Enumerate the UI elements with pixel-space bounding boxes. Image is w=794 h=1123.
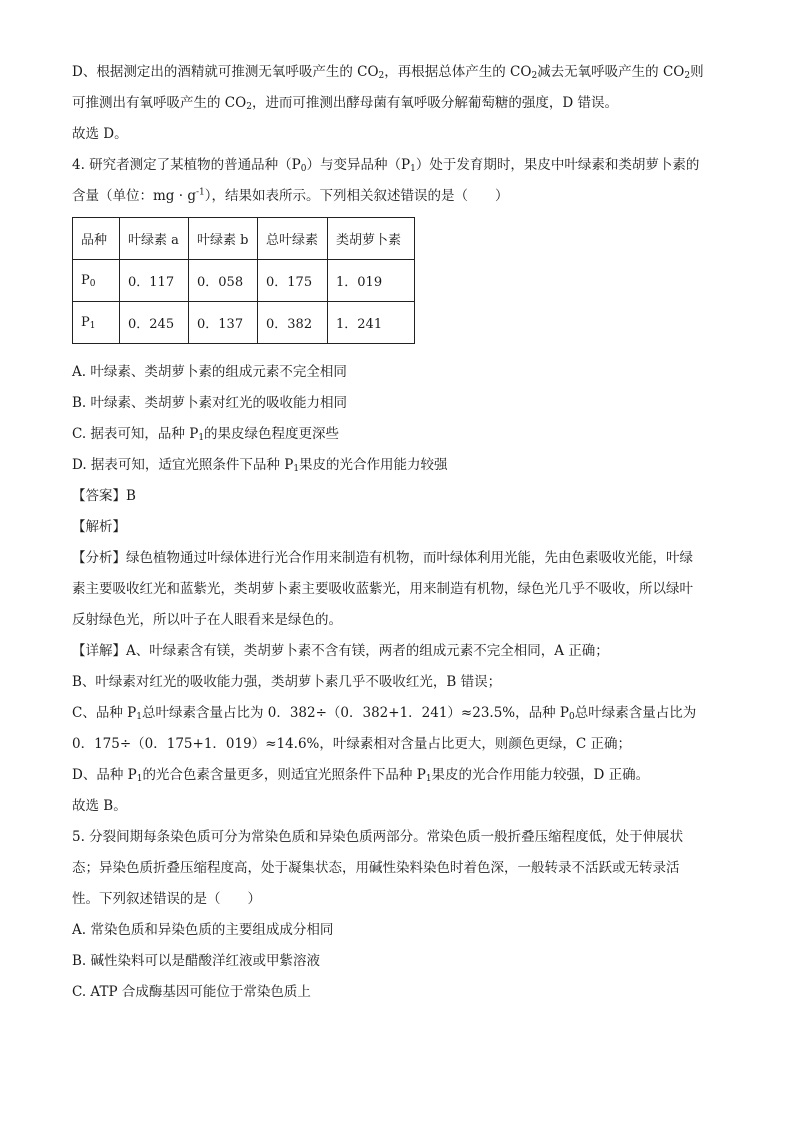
table-cell: 0．058 [189, 260, 258, 302]
q4-stem-line2: 含量（单位：mg · $g^{-1}$），结果如表所示。下列相关叙述错误的是（ ） [72, 187, 509, 204]
q4-xiangjie-a: 【详解】A、叶绿素含有镁，类胡萝卜素不含有镁，两者的组成元素不完全相同，A 正确； [72, 643, 609, 659]
table-cell: 0．175 [258, 260, 328, 302]
q4-xiangjie-d: D、品种 $P_1$的光合色素含量更多，则适宜光照条件下品种 $P_1$果皮的光合作用能力较强，D 正确。 [72, 767, 650, 784]
q3-option-d-explanation-line2: 可推测出有氧呼吸产生的 $CO_2$，进而可推测出酵母菌有氧呼吸分解葡萄糖的强度，D 错误。 [72, 95, 619, 112]
q4-analysis-tag: 【解析】 [72, 519, 126, 535]
answer-tag: 【答案】 [72, 488, 126, 504]
q4-fenxi-line3: 反射绿色光，所以叶子在人眼看来是绿色的。 [72, 612, 342, 628]
q3-option-d-explanation-line1: D、根据测定出的酒精就可推测无氧呼吸产生的 $CO_2$，再根据总体产生的 $CO_2$减去无氧呼吸产生的 $CO_2$则 [72, 64, 704, 81]
table-row [73, 260, 415, 302]
table-header-cell: 总叶绿素 [258, 218, 328, 260]
q5-stem-line1: 5. 分裂间期每条染色质可分为常染色质和异染色质两部分。常染色质一般折叠压缩程度低，处于伸展状 [72, 829, 684, 845]
q4-xiangjie-c-line2: 0．175÷（0．175+1．019）≈14.6%，叶绿素相对含量占比更大，则颜色更绿，C 正确； [72, 736, 632, 752]
q5-stem-line2: 态；异染色质折叠压缩程度高，处于凝集状态，用碱性染料染色时着色深，一般转录不活跃或无转录活 [72, 860, 680, 876]
answer-value: B [126, 488, 136, 504]
table-cell: 0．117 [120, 260, 189, 302]
table-header-cell: 叶绿素 a [120, 218, 189, 260]
table-header-cell: 叶绿素 b [189, 218, 258, 260]
q4-option-b: B. 叶绿素、类胡萝卜素对红光的吸收能力相同 [72, 395, 348, 411]
q4-option-c: C. 据表可知，品种 $P_1$的果皮绿色程度更深些 [72, 426, 340, 443]
q4-stem-line1: 4. 研究者测定了某植物的普通品种$(P_0)$与变异品种$(P_1)$处于发育期时，果皮中叶绿素和类胡萝卜素的 [72, 157, 700, 174]
document-page [72, 62, 732, 1013]
q4-option-a: A. 叶绿素、类胡萝卜素的组成元素不完全相同 [72, 364, 347, 380]
table-cell: 0．137 [189, 302, 258, 344]
table-cell: 0．382 [258, 302, 328, 344]
table-cell-variety: $P_1$ [73, 302, 120, 344]
table-row [73, 302, 415, 344]
table-header-row [73, 218, 415, 260]
q4-fenxi-line1: 【分析】绿色植物通过叶绿体进行光合作用来制造有机物，而叶绿体利用光能，先由色素吸收光能，叶绿 [72, 550, 693, 566]
q5-option-a: A. 常染色质和异染色质的主要组成成分相同 [72, 922, 334, 938]
q5-option-b: B. 碱性染料可以是醋酸洋红液或甲紫溶液 [72, 953, 321, 969]
table-cell: 0．245 [120, 302, 189, 344]
q4-fenxi-line2: 素主要吸收红光和蓝紫光，类胡萝卜素主要吸收蓝紫光，用来制造有机物，绿色光几乎不吸收，所以绿叶 [72, 581, 693, 597]
pigment-table [72, 217, 415, 344]
q4-conclusion: 故选 B。 [72, 798, 127, 814]
fenxi-tag: 【分析】 [72, 550, 126, 566]
q4-xiangjie-c-line1: C、品种 $P_1$总叶绿素含量占比为 0．382÷（0．382+1．241）≈23.5%，品种 $P_0$总叶绿素含量占比为 [72, 705, 697, 722]
q4-option-d: D. 据表可知，适宜光照条件下品种 $P_1$果皮的光合作用能力较强 [72, 457, 448, 474]
table-header-cell: 类胡萝卜素 [328, 218, 415, 260]
q4-answer [72, 486, 732, 506]
q5-option-c: C. ATP 合成酶基因可能位于常染色质上 [72, 984, 311, 1000]
q5-stem-line3: 性。下列叙述错误的是（ ） [72, 891, 261, 907]
q4-xiangjie-b: B、叶绿素对红光的吸收能力强，类胡萝卜素几乎不吸收红光，B 错误； [72, 674, 502, 690]
q3-conclusion: 故选 D。 [72, 126, 128, 142]
table-cell: 1．241 [328, 302, 415, 344]
xiangjie-tag: 【详解】 [72, 643, 126, 659]
table-cell: 1．019 [328, 260, 415, 302]
table-header-cell: 品种 [73, 218, 120, 260]
table-cell-variety: $P_0$ [73, 260, 120, 302]
